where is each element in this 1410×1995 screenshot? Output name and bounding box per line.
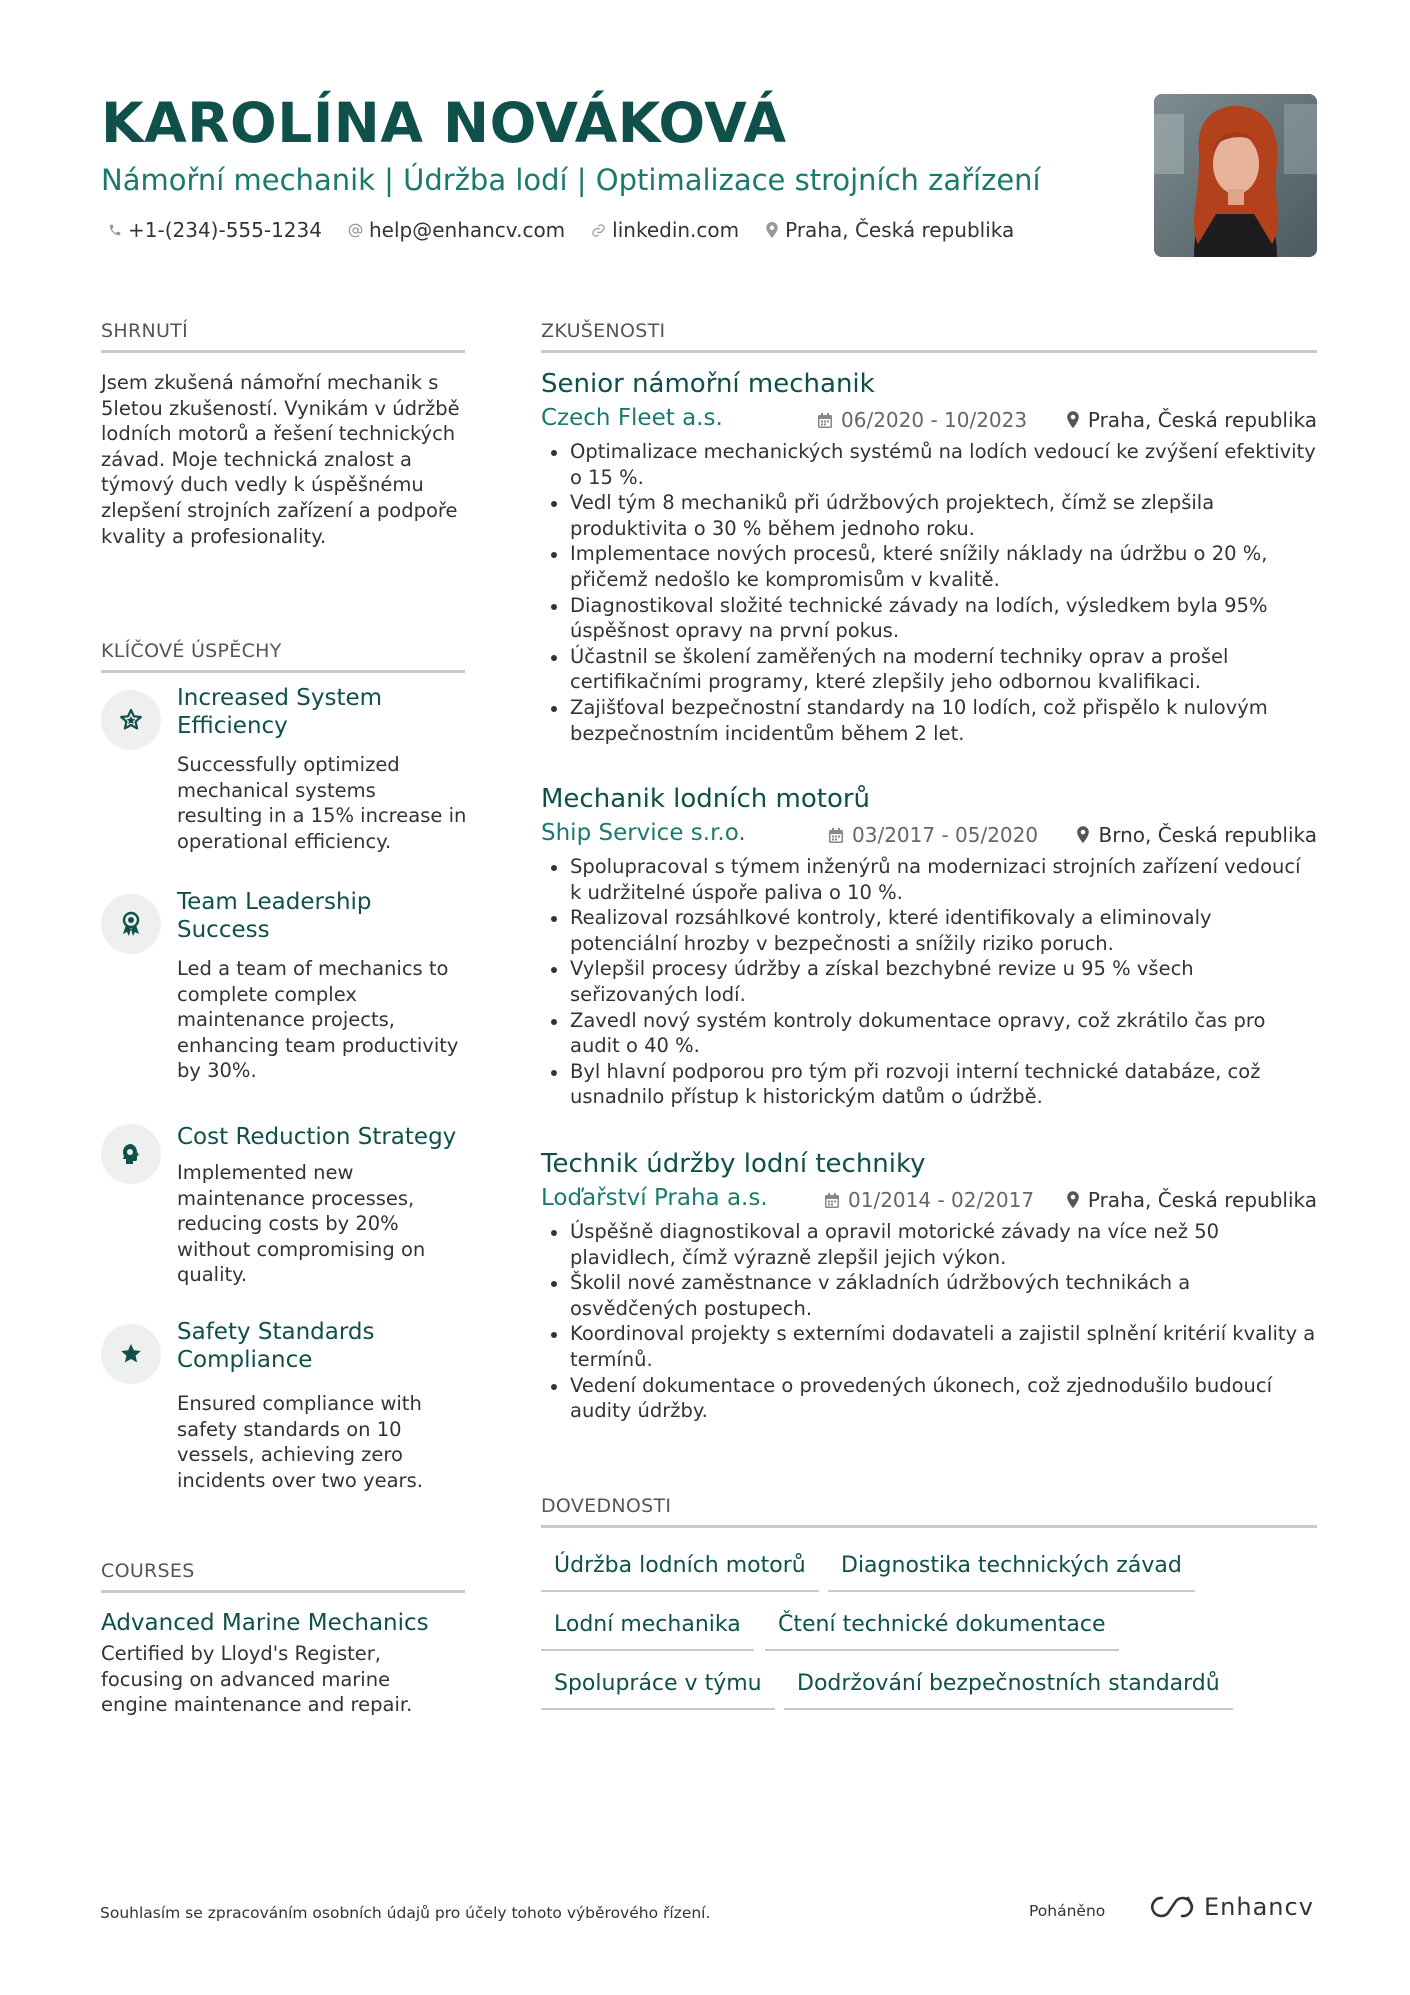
job-bullet: Školil nové zaměstnance v základních údržbových technikách a osvědčených postupech.: [541, 1270, 1317, 1321]
enhancv-logo-text: Enhancv: [1204, 1893, 1314, 1921]
job-dates-text: 06/2020 - 10/2023: [841, 408, 1028, 432]
enhancv-logo[interactable]: [1148, 1893, 1314, 1921]
job-dates-text: 01/2014 - 02/2017: [848, 1188, 1035, 1212]
achievement-title: Team Leadership Success: [177, 889, 372, 943]
contact-bar: [108, 218, 1014, 242]
job-bullet: Zajišťoval bezpečnostní standardy na 10 lodích, což přispělo k nulovým bezpečnostním incidentům během 2 let.: [541, 695, 1317, 746]
skill-tag: Diagnostika technických závad: [828, 1552, 1195, 1592]
phone-text: +1-(234)-555-1234: [128, 218, 322, 242]
skill-tag: Čtení technické dokumentace: [765, 1611, 1119, 1651]
experience-heading: ZKUŠENOSTI: [541, 320, 1317, 353]
job-bullet: Vedl tým 8 mechaniků při údržbových projektech, čímž se zlepšila produktivita o 30 % během jednoho roku.: [541, 490, 1317, 541]
linkedin-text: linkedin.com: [612, 218, 740, 242]
job-dates: [828, 823, 1038, 847]
job-bullet: Optimalizace mechanických systémů na lodích vedoucí ke zvýšení efektivity o 15 %.: [541, 439, 1317, 490]
job-entry: [541, 367, 1317, 746]
job-bullet: Vylepšil procesy údržby a získal bezchybné revize u 95 % všech seřizovaných lodí.: [541, 956, 1317, 1007]
email-text: help@enhancv.com: [368, 218, 566, 242]
job-dates: [817, 408, 1027, 432]
job-bullet: Diagnostikoval složité technické závady na lodích, výsledkem byla 95% úspěšnost opravy na první pokus.: [541, 593, 1317, 644]
calendar-icon: [824, 1192, 840, 1209]
head-bulb-icon: [119, 1142, 143, 1166]
summary-text: Jsem zkušená námořní mechanik s 5letou zkušeností. Vynikám v údržbě lodních motorů a řešení technických závad. Moje technická znalost a týmový duch vedly k úspěšnému zlepšení strojních zařízení a podpoře kvality a profesionality.: [101, 371, 460, 548]
job-meta: [541, 1183, 1317, 1219]
job-bullet: Koordinoval projekty s externími dodavateli a zajistil splnění kritérií kvality a termínů.: [541, 1321, 1317, 1372]
job-bullet: Realizoval rozsáhlkové kontroly, které identifikovaly a eliminovaly potenciální hrozby v bezpečnosti a snížily riziko poruch.: [541, 905, 1317, 956]
location-text: Praha, Česká republika: [785, 218, 1015, 242]
skill-tag: Dodržování bezpečnostních standardů: [784, 1670, 1233, 1710]
job-entry: [541, 1147, 1317, 1424]
skills-heading: DOVEDNOSTI: [541, 1495, 1317, 1528]
job-location-text: Praha, Česká republika: [1087, 408, 1317, 432]
job-bullet: Implementace nových procesů, které snížily náklady na údržbu o 20 %, přičemž nedošlo ke kompromisům v kvalitě.: [541, 541, 1317, 592]
achievement-title: Safety Standards Compliance: [177, 1319, 375, 1373]
job-company: Ship Service s.r.o.: [541, 820, 746, 846]
contact-linkedin[interactable]: [591, 218, 739, 242]
job-bullet: Účastnil se školení zaměřených na moderní techniky oprav a prošel certifikačními programy, které zlepšily jeho odbornou kvalifikaci.: [541, 644, 1317, 695]
job-company: Czech Fleet a.s.: [541, 405, 723, 431]
skill-tag: Lodní mechanika: [541, 1611, 754, 1651]
achievement-desc: Led a team of mechanics to complete complex maintenance projects, enhancing team productivity by 30%.: [177, 957, 459, 1083]
headline: Námořní mechanik | Údržba lodí | Optimalizace strojních zařízení: [101, 163, 1041, 197]
job-bullets: [541, 1219, 1317, 1424]
map-pin-icon: [765, 222, 779, 238]
contact-phone[interactable]: [108, 218, 322, 242]
job-location: [1066, 408, 1317, 432]
job-location-text: Brno, Česká republika: [1098, 823, 1317, 847]
map-pin-icon: [1066, 411, 1080, 429]
link-icon: [591, 223, 606, 238]
achievement-icon-wrap: [101, 1324, 161, 1384]
powered-by-label: Poháněno: [1029, 1902, 1106, 1920]
courses-heading: COURSES: [101, 1560, 465, 1593]
job-bullet: Vedení dokumentace o provedených úkonech, což zjednodušilo budoucí audity údržby.: [541, 1373, 1317, 1424]
job-bullets: [541, 854, 1317, 1110]
achievement-desc: Ensured compliance with safety standards on 10 vessels, achieving zero incidents over two years.: [177, 1392, 423, 1492]
star-outline-icon: [119, 708, 143, 732]
phone-icon: [108, 223, 122, 237]
award-ribbon-icon: [119, 911, 143, 937]
skill-tag: Údržba lodních motorů: [541, 1552, 819, 1592]
contact-email[interactable]: [348, 218, 565, 242]
job-location: [1076, 823, 1317, 847]
calendar-icon: [817, 412, 833, 429]
star-filled-icon: [119, 1342, 143, 1366]
job-company: Loďařství Praha a.s.: [541, 1185, 768, 1211]
achievement-desc: Implemented new maintenance processes, reducing costs by 20% without compromising on quality.: [177, 1161, 426, 1287]
profile-photo: [1154, 94, 1317, 257]
map-pin-icon: [1076, 826, 1090, 844]
achievements-heading: KLÍČOVÉ ÚSPĚCHY: [101, 640, 465, 673]
contact-location: [765, 218, 1014, 242]
calendar-icon: [828, 827, 844, 844]
achievement-title: Cost Reduction Strategy: [177, 1124, 457, 1150]
job-meta: [541, 403, 1317, 439]
job-entry: [541, 782, 1317, 1110]
job-title: Senior námořní mechanik: [541, 369, 875, 399]
job-bullet: Zavedl nový systém kontroly dokumentace opravy, což zkrátilo čas pro audit o 40 %.: [541, 1008, 1317, 1059]
map-pin-icon: [1066, 1191, 1080, 1209]
achievement-title: Increased System Efficiency: [177, 685, 383, 739]
job-location-text: Praha, Česká republika: [1087, 1188, 1317, 1212]
at-icon: [348, 223, 363, 238]
job-bullet: Spolupracoval s týmem inženýrů na modernizaci strojních zařízení vedoucí k udržitelné úspoře paliva o 10 %.: [541, 854, 1317, 905]
job-bullet: Byl hlavní podporou pro tým při rozvoji interní technické databáze, což usnadnilo přístup k historickým datům o údržbě.: [541, 1059, 1317, 1110]
job-location: [1066, 1188, 1317, 1212]
achievement-icon-wrap: [101, 690, 161, 750]
enhancv-logo-icon: [1148, 1894, 1196, 1920]
job-title: Mechanik lodních motorů: [541, 784, 871, 814]
job-dates: [824, 1188, 1034, 1212]
achievement-desc: Successfully optimized mechanical systems resulting in a 15% increase in operational efficiency.: [177, 753, 467, 853]
candidate-name: KAROLÍNA NOVÁKOVÁ: [101, 91, 787, 155]
job-bullet: Úspěšně diagnostikoval a opravil motorické závady na více než 50 plavidlech, čímž výrazně zlepšil jejich výkon.: [541, 1219, 1317, 1270]
job-dates-text: 03/2017 - 05/2020: [852, 823, 1039, 847]
job-title: Technik údržby lodní techniky: [541, 1149, 926, 1179]
achievement-icon-wrap: [101, 894, 161, 954]
achievement-icon-wrap: [101, 1124, 161, 1184]
job-bullets: [541, 439, 1317, 746]
skill-tag: Spolupráce v týmu: [541, 1670, 775, 1710]
job-meta: [541, 818, 1317, 854]
course-desc: Certified by Lloyd's Register, focusing on advanced marine engine maintenance and repair.: [101, 1642, 413, 1717]
summary-heading: SHRNUTÍ: [101, 320, 465, 353]
consent-note: Souhlasím se zpracováním osobních údajů pro účely tohoto výběrového řízení.: [100, 1904, 711, 1922]
course-title: Advanced Marine Mechanics: [101, 1610, 429, 1636]
